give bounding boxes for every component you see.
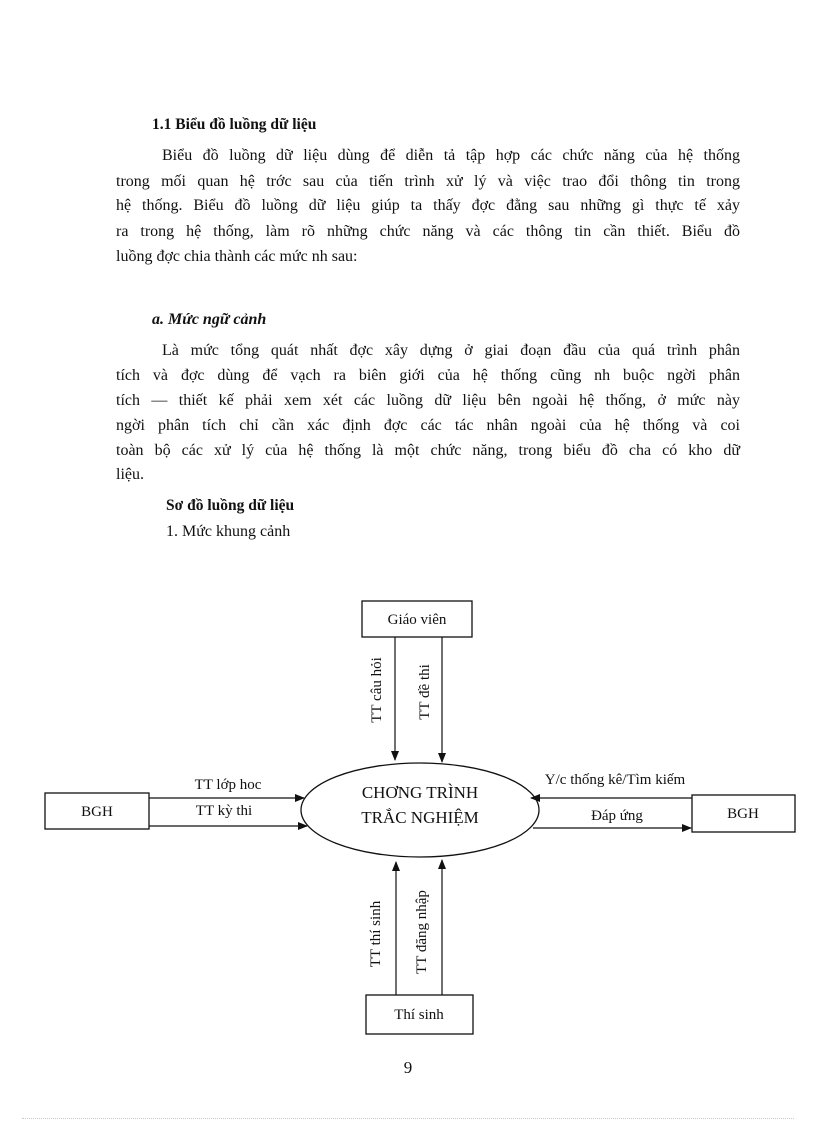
paragraph-line: trong mối quan hệ trớc sau của tiến trình xử lý và việc trao đổi thông tin trong (116, 173, 740, 190)
entity-bgh-left-label: BGH (81, 804, 113, 820)
paragraph-line: luồng đợc chia thành các mức nh sau: (116, 248, 358, 265)
paragraph-line: ngời phân tích chỉ cần xác định đợc các tác nhân ngoài của hệ thống và coi (116, 417, 740, 434)
process-label: TRẮC NGHIỆM (361, 808, 479, 827)
paragraph-line: Là mức tổng quát nhất đợc xây dựng ở giai đoạn đầu của quá trình phân (162, 342, 740, 359)
paragraph-line: liệu. (116, 466, 144, 483)
flow-label: TT kỳ thi (195, 803, 253, 819)
paragraph-line: tích — thiết kế phải xem xét các luồng dữ liệu bên ngoài hệ thống, ở mức này (116, 392, 740, 409)
entity-student-label: Thí sinh (394, 1007, 444, 1023)
page-number: 9 (403, 1058, 413, 1077)
flow-label: Y/c thống kê/Tìm kiếm (544, 772, 686, 788)
entity-bgh-right-label: BGH (727, 806, 759, 822)
flow-label: TT thí sinh (368, 900, 384, 968)
context-diagram (0, 590, 816, 1050)
diagram-heading: Sơ đồ luồng dữ liệu (166, 497, 295, 514)
page-bottom-border (22, 1118, 794, 1119)
diagram-list-item: 1. Mức khung cảnh (166, 523, 291, 540)
paragraph-line: Biểu đồ luồng dữ liệu dùng để diễn tả tập hợp các chức năng của hệ thống (162, 147, 740, 164)
entity-teacher-label: Giáo viên (387, 612, 447, 628)
paragraph-line: toàn bộ các xử lý của hệ thống là một chức năng, trong biểu đồ cha có kho dữ (116, 442, 740, 459)
paragraph-line: tích và đợc dùng để vạch ra biên giới của hệ thống cũng nh buộc ngời phân (116, 367, 740, 384)
flow-label: TT đề thi (417, 664, 433, 720)
flow-label: TT lớp hoc (194, 777, 262, 793)
context-heading: a. Mức ngữ cảnh (152, 311, 267, 328)
paragraph-line: hệ thống. Biểu đồ luồng dữ liệu giúp ta thấy đợc đằng sau những gì thực tế xảy (116, 197, 740, 214)
flow-label: TT đăng nhập (414, 890, 430, 974)
section-heading: 1.1 Biểu đồ luồng dữ liệu (152, 116, 317, 133)
flow-label: TT câu hỏi (369, 657, 385, 723)
paragraph-line: ra trong hệ thống, làm rõ những chức năng và các thông tin cần thiết. Biểu đồ (116, 223, 740, 240)
process-label: CHƠNG TRÌNH (361, 783, 479, 802)
flow-label: Đáp ứng (591, 808, 643, 824)
